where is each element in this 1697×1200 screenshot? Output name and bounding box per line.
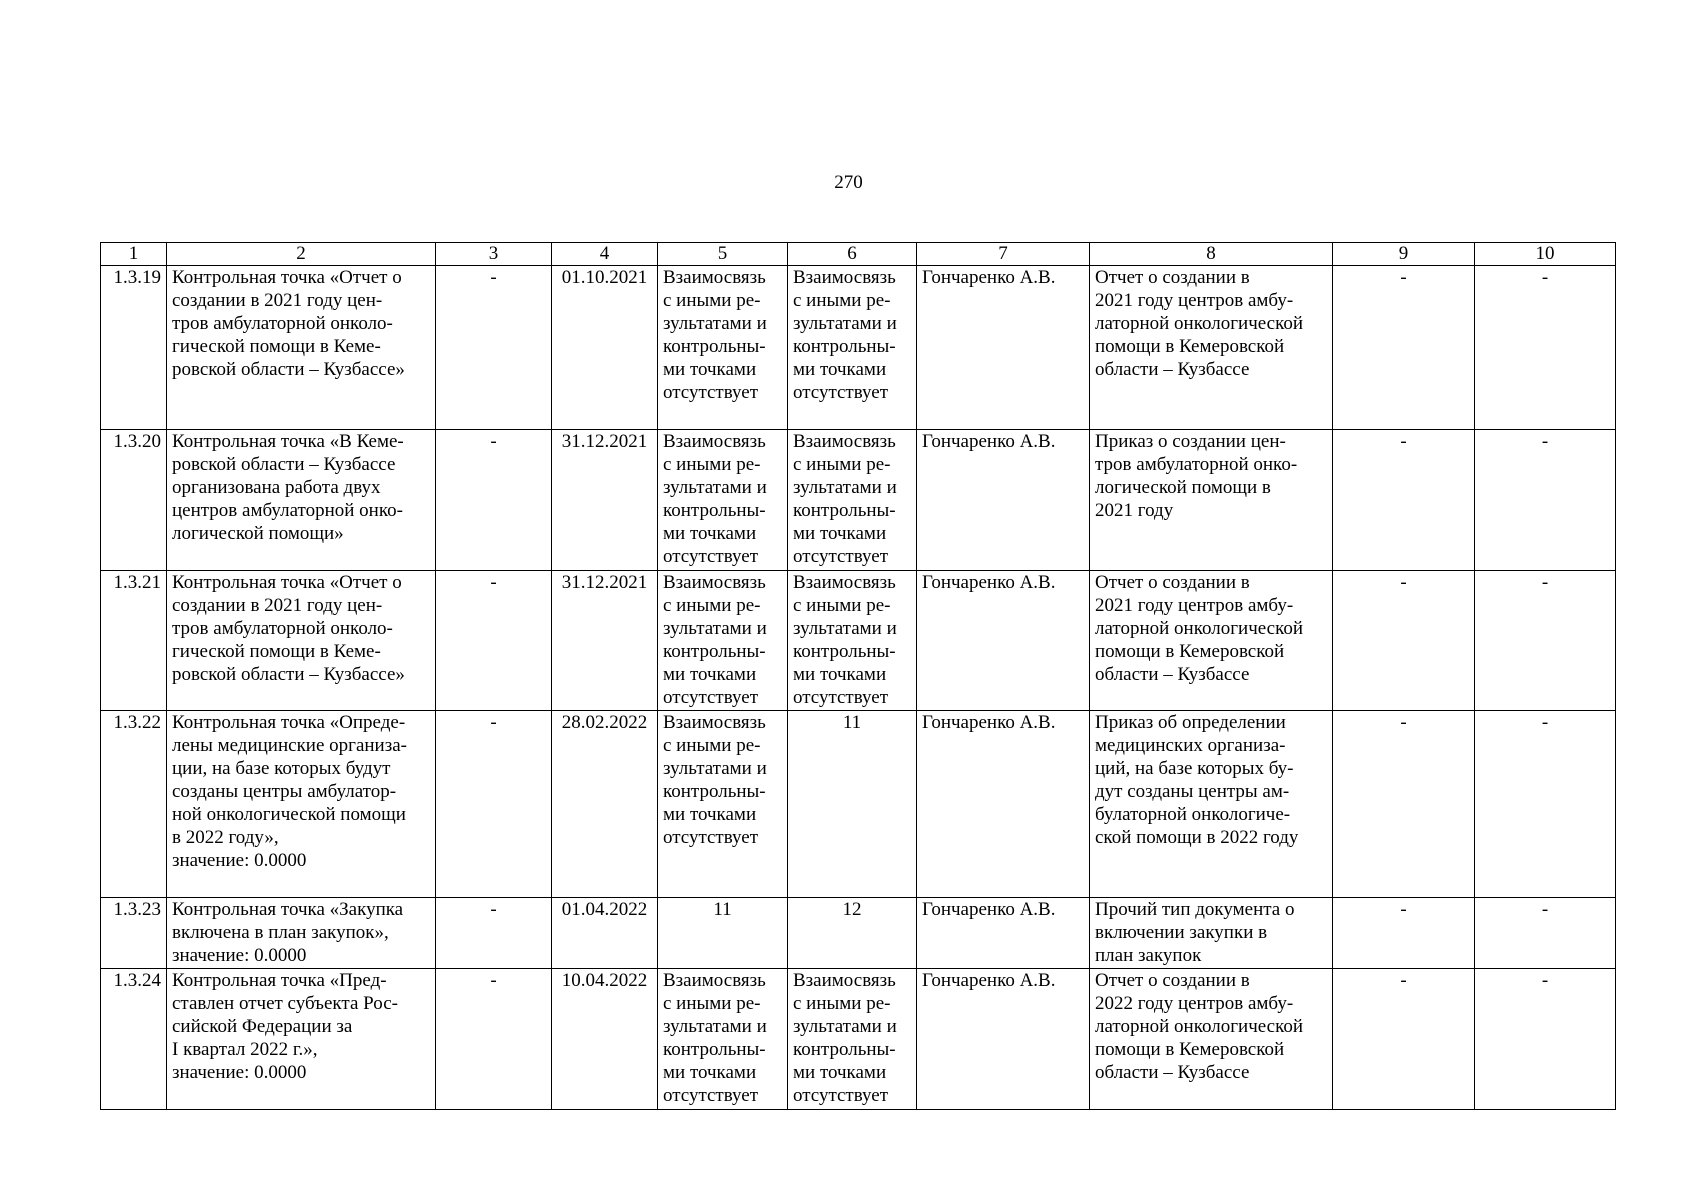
column-9-value: - xyxy=(1333,969,1475,1110)
column-header-3: 3 xyxy=(436,243,552,266)
column-header-10: 10 xyxy=(1475,243,1616,266)
column-5-value: 11 xyxy=(658,898,788,969)
table-row xyxy=(101,898,1616,969)
responsible-person: Гончаренко А.В. xyxy=(917,969,1090,1110)
column-6-value: Взаимосвязь с иными ре- зультатами и контрольны- ми точками отсутствует xyxy=(788,969,917,1110)
due-date: 10.04.2022 xyxy=(552,969,658,1110)
column-3-value: - xyxy=(436,711,552,898)
column-9-value: - xyxy=(1333,430,1475,571)
row-number: 1.3.22 xyxy=(101,711,167,898)
column-10-value: - xyxy=(1475,571,1616,711)
column-header-4: 4 xyxy=(552,243,658,266)
column-3-value: - xyxy=(436,898,552,969)
control-point-name: Контрольная точка «Отчет о создании в 2021 году цен- тров амбулаторной онколо- гической помощи в Кеме- ровской области – Кузбассе» xyxy=(167,571,436,711)
control-points-table xyxy=(100,242,1616,1110)
column-header-6: 6 xyxy=(788,243,917,266)
column-header-9: 9 xyxy=(1333,243,1475,266)
column-5-value: Взаимосвязь с иными ре- зультатами и контрольны- ми точками отсутствует xyxy=(658,430,788,571)
column-3-value: - xyxy=(436,266,552,430)
responsible-person: Гончаренко А.В. xyxy=(917,711,1090,898)
table-row xyxy=(101,430,1616,571)
column-header-8: 8 xyxy=(1090,243,1333,266)
column-5-value: Взаимосвязь с иными ре- зультатами и контрольны- ми точками отсутствует xyxy=(658,969,788,1110)
column-header-1: 1 xyxy=(101,243,167,266)
table-row xyxy=(101,969,1616,1110)
column-6-value: 12 xyxy=(788,898,917,969)
responsible-person: Гончаренко А.В. xyxy=(917,898,1090,969)
page-number: 270 xyxy=(834,172,863,193)
document-description: Приказ о создании цен- тров амбулаторной онко- логической помощи в 2021 году xyxy=(1090,430,1333,571)
column-10-value: - xyxy=(1475,430,1616,571)
document-description: Приказ об определении медицинских организа- ций, на базе которых бу- дут созданы центры ам- булаторной онкологиче- ской помощи в 2022 году xyxy=(1090,711,1333,898)
control-point-name: Контрольная точка «Закупка включена в план закупок», значение: 0.0000 xyxy=(167,898,436,969)
column-9-value: - xyxy=(1333,711,1475,898)
row-number: 1.3.24 xyxy=(101,969,167,1110)
column-6-value: Взаимосвязь с иными ре- зультатами и контрольны- ми точками отсутствует xyxy=(788,430,917,571)
due-date: 31.12.2021 xyxy=(552,571,658,711)
table-row xyxy=(101,266,1616,430)
table-row xyxy=(101,571,1616,711)
column-5-value: Взаимосвязь с иными ре- зультатами и контрольны- ми точками отсутствует xyxy=(658,266,788,430)
responsible-person: Гончаренко А.В. xyxy=(917,430,1090,571)
column-header-2: 2 xyxy=(167,243,436,266)
column-3-value: - xyxy=(436,969,552,1110)
column-header-5: 5 xyxy=(658,243,788,266)
column-6-value: 11 xyxy=(788,711,917,898)
due-date: 01.04.2022 xyxy=(552,898,658,969)
document-description: Отчет о создании в 2022 году центров амбу- латорной онкологической помощи в Кемеровской области – Кузбассе xyxy=(1090,969,1333,1110)
column-10-value: - xyxy=(1475,266,1616,430)
row-number: 1.3.20 xyxy=(101,430,167,571)
row-number: 1.3.21 xyxy=(101,571,167,711)
row-number: 1.3.23 xyxy=(101,898,167,969)
responsible-person: Гончаренко А.В. xyxy=(917,266,1090,430)
column-9-value: - xyxy=(1333,898,1475,969)
control-point-name: Контрольная точка «Отчет о создании в 2021 году цен- тров амбулаторной онколо- гической помощи в Кеме- ровской области – Кузбассе» xyxy=(167,266,436,430)
column-5-value: Взаимосвязь с иными ре- зультатами и контрольны- ми точками отсутствует xyxy=(658,711,788,898)
document-description: Отчет о создании в 2021 году центров амбу- латорной онкологической помощи в Кемеровской области – Кузбассе xyxy=(1090,266,1333,430)
column-10-value: - xyxy=(1475,898,1616,969)
control-point-name: Контрольная точка «В Кеме- ровской области – Кузбассе организована работа двух центров амбулаторной онко- логической помощи» xyxy=(167,430,436,571)
due-date: 31.12.2021 xyxy=(552,430,658,571)
control-point-name: Контрольная точка «Опреде- лены медицинские организа- ции, на базе которых будут созданы центры амбулатор- ной онкологической помощи в 2022 году», значение: 0.0000 xyxy=(167,711,436,898)
column-10-value: - xyxy=(1475,969,1616,1110)
column-6-value: Взаимосвязь с иными ре- зультатами и контрольны- ми точками отсутствует xyxy=(788,266,917,430)
table-row xyxy=(101,711,1616,898)
column-3-value: - xyxy=(436,430,552,571)
column-6-value: Взаимосвязь с иными ре- зультатами и контрольны- ми точками отсутствует xyxy=(788,571,917,711)
control-point-name: Контрольная точка «Пред- ставлен отчет субъекта Рос- сийской Федерации за I квартал 2022 г.», значение: 0.0000 xyxy=(167,969,436,1110)
due-date: 28.02.2022 xyxy=(552,711,658,898)
document-description: Прочий тип документа о включении закупки в план закупок xyxy=(1090,898,1333,969)
responsible-person: Гончаренко А.В. xyxy=(917,571,1090,711)
due-date: 01.10.2021 xyxy=(552,266,658,430)
column-3-value: - xyxy=(436,571,552,711)
column-5-value: Взаимосвязь с иными ре- зультатами и контрольны- ми точками отсутствует xyxy=(658,571,788,711)
header-row xyxy=(101,243,1616,266)
column-9-value: - xyxy=(1333,571,1475,711)
column-header-7: 7 xyxy=(917,243,1090,266)
document-description: Отчет о создании в 2021 году центров амбу- латорной онкологической помощи в Кемеровской области – Кузбассе xyxy=(1090,571,1333,711)
column-9-value: - xyxy=(1333,266,1475,430)
row-number: 1.3.19 xyxy=(101,266,167,430)
column-10-value: - xyxy=(1475,711,1616,898)
